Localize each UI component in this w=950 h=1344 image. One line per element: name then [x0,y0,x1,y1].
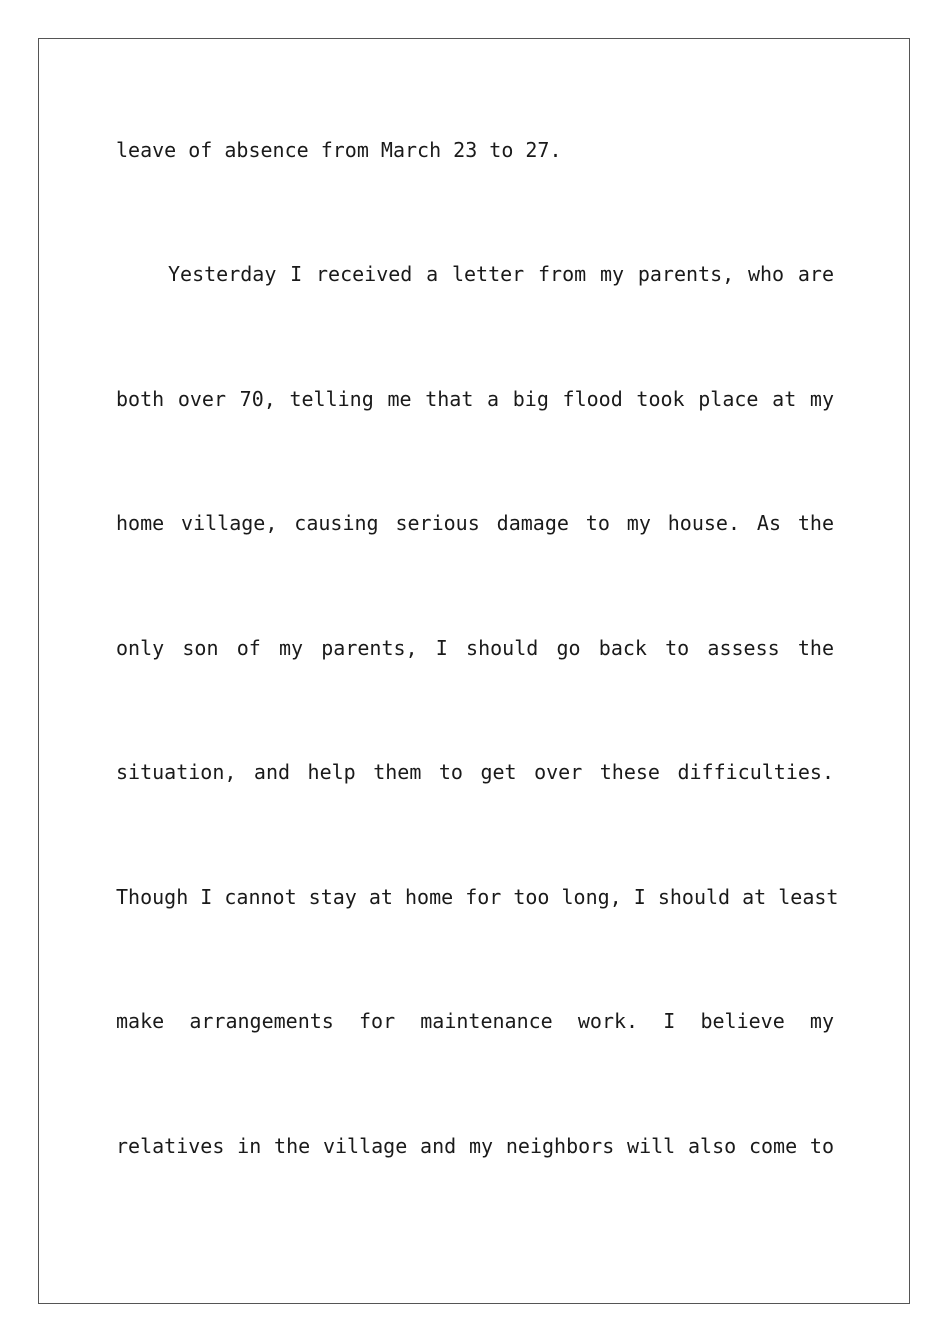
text-line-2: Yesterday I received a letter from my parents, who are [168,262,834,286]
text-line-3: both over 70, telling me that a big flood took place at my [116,387,834,411]
page-border [38,38,910,1304]
text-line-5: only son of my parents, I should go back to assess the [116,636,834,660]
text-line-1: leave of absence from March 23 to 27. [116,138,562,162]
text-line-4: home village, causing serious damage to my house. As the [116,511,834,535]
text-line-9: relatives in the village and my neighbors will also come to [116,1134,834,1158]
text-line-7: Though I cannot stay at home for too long, I should at least [116,885,839,909]
text-line-8: make arrangements for maintenance work. I believe my [116,1009,834,1033]
text-line-6: situation, and help them to get over these difficulties. [116,760,834,784]
